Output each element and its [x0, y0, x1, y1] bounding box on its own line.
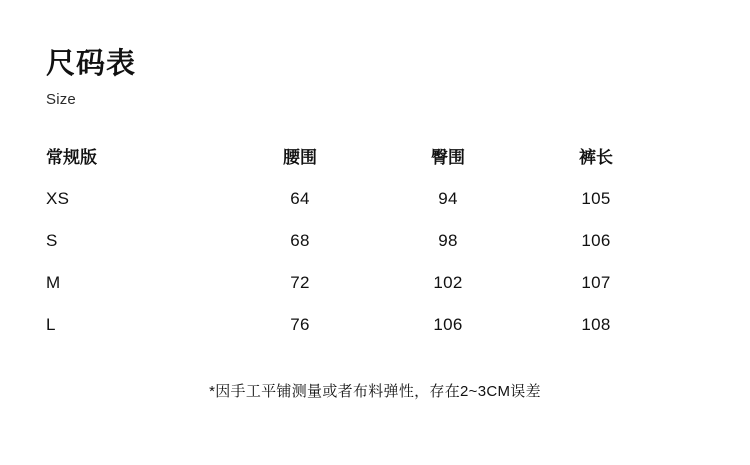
column-header-size: 常规版 — [46, 147, 97, 167]
table-row — [42, 304, 670, 346]
cell-waist: 64 — [290, 189, 310, 208]
cell-size: L — [46, 315, 56, 334]
cell-hip: 102 — [433, 273, 463, 292]
table-header — [42, 136, 670, 178]
cell-size: XS — [46, 189, 70, 208]
cell-waist: 72 — [290, 273, 310, 292]
table-row — [42, 262, 670, 304]
cell-length: 107 — [581, 273, 611, 292]
cell-hip: 98 — [438, 231, 458, 250]
cell-length: 108 — [581, 315, 611, 334]
table-header-row — [42, 136, 670, 178]
table-row — [42, 220, 670, 262]
column-header-waist: 腰围 — [283, 147, 317, 167]
title-block — [46, 46, 136, 108]
cell-length: 105 — [581, 189, 611, 208]
cell-size: M — [46, 273, 61, 292]
column-header-hip: 臀围 — [431, 147, 465, 167]
page-title: 尺码表 — [46, 48, 137, 80]
table-body — [42, 178, 670, 346]
table-row — [42, 178, 670, 220]
cell-waist: 76 — [290, 315, 310, 334]
cell-size: S — [46, 231, 58, 250]
size-table — [42, 136, 670, 346]
cell-hip: 106 — [433, 315, 463, 334]
column-header-length: 裤长 — [579, 147, 613, 167]
cell-waist: 68 — [290, 231, 310, 250]
cell-length: 106 — [581, 231, 611, 250]
measurement-footnote: *因手工平铺测量或者布料弹性，存在2~3CM误差 — [209, 383, 541, 400]
page-subtitle: Size — [46, 91, 76, 109]
cell-hip: 94 — [438, 189, 458, 208]
